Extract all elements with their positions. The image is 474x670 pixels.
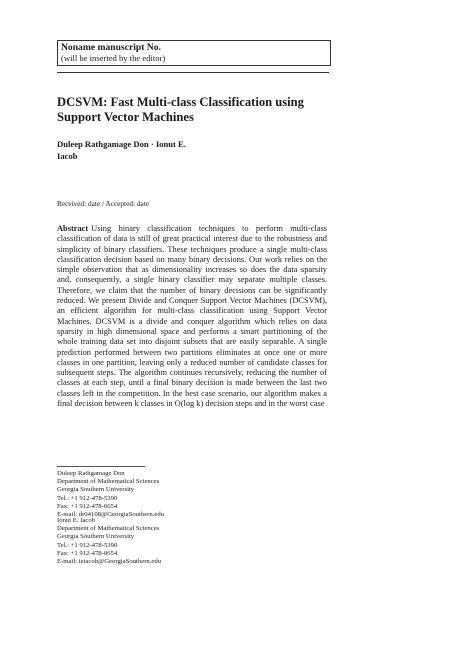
affiliation-name: Duleep Rathgamage Don xyxy=(57,470,125,477)
affiliation-fax: Fax: +1 912-478-0654 xyxy=(57,502,118,510)
abstract xyxy=(57,224,327,409)
affiliation-fax: Fax: +1 912-478-0654 xyxy=(57,549,118,557)
affiliation-1 xyxy=(57,470,257,519)
manuscript-number: Noname manuscript No. xyxy=(61,42,161,53)
title-line-2: Support Vector Machines xyxy=(57,110,194,124)
affiliation-university: Georgia Southern University xyxy=(57,533,135,541)
affiliation-department: Department of Mathematical Sciences xyxy=(57,525,160,533)
title-line-1: DCSVM: Fast Multi-class Classification using xyxy=(57,95,304,109)
affiliation-university: Georgia Southern University xyxy=(57,486,135,494)
received-dates: Received: date / Accepted: date xyxy=(57,199,149,208)
editor-note: (will be inserted by the editor) xyxy=(61,53,166,63)
header-rule xyxy=(57,72,329,73)
affiliation-department: Department of Mathematical Sciences xyxy=(57,478,160,486)
affiliation-tel: Tel.: +1 912-478-5390 xyxy=(57,541,118,549)
affiliation-email: E-mail: ieiacob@GeorgiaSouthern.edu xyxy=(57,558,162,566)
abstract-text: Using binary classification techniques to perform multi-class classification of data is still of great practical interest due to the robustness and simplicity of binary classifiers. These techniques produce a single multi-class classification decision based on many binary decisions. Our work relies on the simple observation that as dimensionality increases so does the data sparsity and, consequently, a single binary classifier may separate multiple classes. Therefore, we claim that the number of binary decisions can be significantly reduced. We present Divide and Conquer Support Vector Machines (DCSVM), an efficient algorithm for multi-class classification using Support Vector Machines. DCSVM is a divide and conquer algorithm which relies on data sparsity in high dimensional space and performs a smart partitioning of the whole training data set into disjoint subsets that are easily separable. A single prediction performed between two partitions eliminates at once one or more classes in one partition, leaving only a reduced number of candidate classes for subsequent steps. The algorithm continues recursively, reducing the number of classes at each step, until a final binary decision is made between the last two classes left in the competition. In the best case scenario, our algorithm makes a final decision between k classes in O(log k) decision steps and in the worst case xyxy=(57,224,327,409)
affiliation-name: Ionut E. Iacob xyxy=(57,517,96,524)
manuscript-header-box xyxy=(57,40,331,66)
authors-line-1: Duleep Rathgamage Don · Ionut E. xyxy=(57,139,186,149)
affiliation-email: E-mail: dr04108@GeorgiaSouthern.edu xyxy=(57,511,165,519)
footnote-rule xyxy=(57,466,145,467)
affiliation-2 xyxy=(57,517,257,566)
affiliation-tel: Tel.: +1 912-478-5390 xyxy=(57,494,118,502)
author-list xyxy=(57,138,257,162)
authors-line-2: Iacob xyxy=(57,151,78,161)
paper-title xyxy=(57,95,337,125)
abstract-label: Abstract xyxy=(57,224,89,233)
